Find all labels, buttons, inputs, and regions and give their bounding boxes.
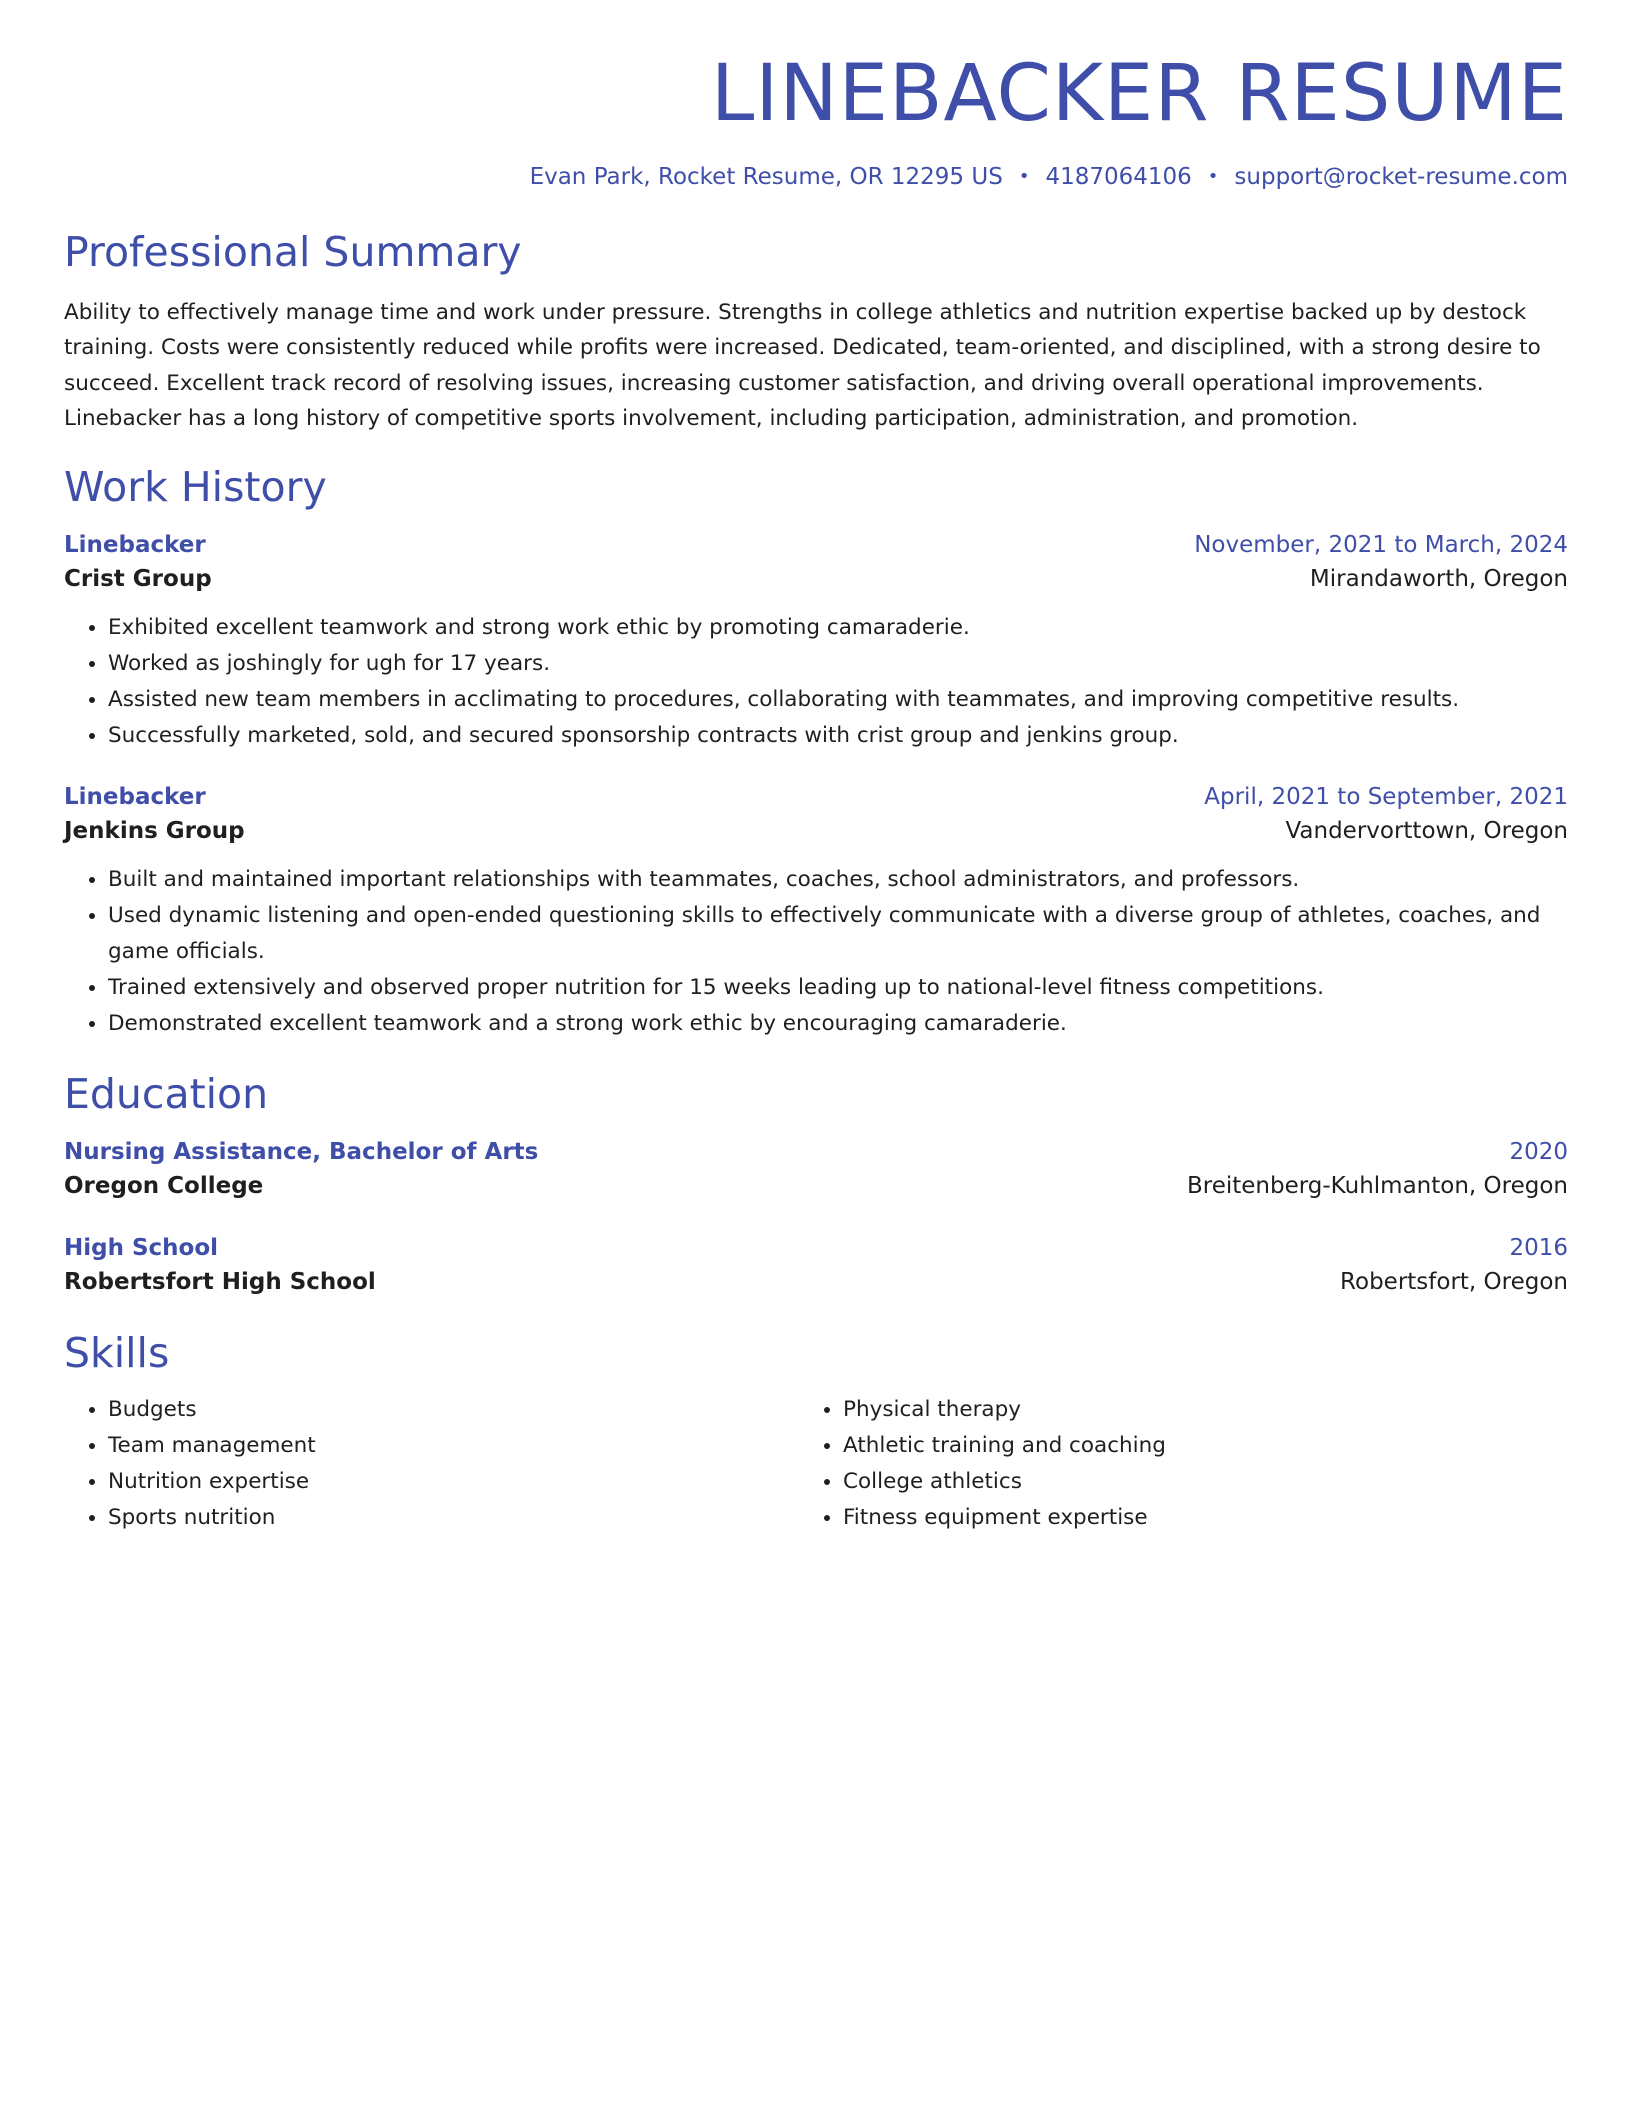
resume-header — [64, 49, 1568, 190]
job-bullet: • Used dynamic listening and open-ended questioning skills to effectively communicate with a diverse group of athletes, coaches, and game officials. — [108, 898, 1568, 970]
education-year: 2016 — [1509, 1235, 1568, 1262]
skill-item: • Budgets — [108, 1392, 799, 1428]
job-company-row — [64, 566, 1568, 592]
job-bullet: • Trained extensively and observed proper nutrition for 15 weeks leading up to national-level fitness competitions. — [108, 970, 1568, 1006]
skill-item: • Fitness equipment expertise — [843, 1500, 1534, 1536]
job-company: Crist Group — [64, 565, 212, 592]
section-heading-education: Education — [64, 1069, 269, 1118]
education-school-row — [64, 1173, 1568, 1199]
skill-item: • Sports nutrition — [108, 1500, 799, 1536]
job-title-row — [64, 532, 1568, 558]
resume-title: LINEBACKER RESUME — [710, 49, 1568, 139]
contact-separator: • — [1207, 165, 1219, 187]
contact-line — [64, 164, 1568, 190]
job-entry — [64, 532, 1568, 754]
job-bullets — [64, 862, 1568, 1042]
education-year: 2020 — [1509, 1139, 1568, 1166]
contact-address: Evan Park, Rocket Resume, OR 12295 US — [529, 163, 1003, 190]
job-bullet: • Successfully marketed, sold, and secured sponsorship contracts with crist group and jenkins group. — [108, 718, 1568, 754]
job-bullet: • Assisted new team members in acclimating to procedures, collaborating with teammates, and improving competitive results. — [108, 682, 1568, 718]
education-degree: High School — [64, 1235, 219, 1262]
skill-item: • College athletics — [843, 1464, 1534, 1500]
skills-section — [64, 1331, 1568, 1536]
job-bullet: • Demonstrated excellent teamwork and a strong work ethic by encouraging camaraderie. — [108, 1006, 1568, 1042]
contact-phone: 4187064106 — [1045, 163, 1192, 190]
education-section — [64, 1069, 1568, 1296]
professional-summary-section — [64, 227, 1568, 437]
job-dates: April, 2021 to September, 2021 — [1204, 783, 1568, 810]
skill-item: • Team management — [108, 1428, 799, 1464]
job-bullet: • Exhibited excellent teamwork and strong work ethic by promoting camaraderie. — [108, 610, 1568, 646]
work-history-section — [64, 462, 1568, 1042]
job-dates: November, 2021 to March, 2024 — [1194, 531, 1568, 558]
skills-column-right — [799, 1392, 1534, 1536]
section-heading-work: Work History — [64, 462, 327, 511]
summary-text: Ability to effectively manage time and work under pressure. Strengths in college athletics and nutrition expertise backed up by destock training. Costs were consistently reduced while profits were increased. Dedicated, team-oriented, and disciplined, with a strong desire to succeed. Excellent track record of resolving issues, increasing customer satisfaction, and driving overall operational improvements. Linebacker has a long history of competitive sports involvement, including participation, administration, and promotion. — [64, 299, 1541, 432]
skill-item: • Physical therapy — [843, 1392, 1534, 1428]
education-degree: Nursing Assistance, Bachelor of Arts — [64, 1139, 539, 1166]
education-school: Robertsfort High School — [64, 1269, 376, 1296]
job-bullets — [64, 610, 1568, 754]
contact-email[interactable]: support@rocket-resume.com — [1234, 163, 1568, 190]
section-heading-skills: Skills — [64, 1329, 170, 1378]
education-degree-row — [64, 1139, 1568, 1165]
education-degree-row — [64, 1235, 1568, 1261]
skills-columns — [64, 1392, 1568, 1536]
job-entry — [64, 784, 1568, 1042]
job-company-row — [64, 818, 1568, 844]
education-location: Robertsfort, Oregon — [1340, 1269, 1568, 1296]
job-bullet: • Built and maintained important relationships with teammates, coaches, school administrators, and professors. — [108, 862, 1568, 898]
skills-list — [799, 1392, 1534, 1536]
skill-item: • Nutrition expertise — [108, 1464, 799, 1500]
job-bullet: • Worked as joshingly for ugh for 17 years. — [108, 646, 1568, 682]
education-entry — [64, 1139, 1568, 1199]
education-entry — [64, 1235, 1568, 1295]
job-location: Mirandaworth, Oregon — [1309, 565, 1568, 592]
job-title: Linebacker — [64, 783, 206, 810]
job-location: Vandervorttown, Oregon — [1285, 817, 1568, 844]
section-heading-summary: Professional Summary — [64, 227, 522, 276]
job-company: Jenkins Group — [64, 817, 245, 844]
skills-list — [64, 1392, 799, 1536]
job-title: Linebacker — [64, 531, 206, 558]
education-school-row — [64, 1269, 1568, 1295]
skill-item: • Athletic training and coaching — [843, 1428, 1534, 1464]
job-title-row — [64, 784, 1568, 810]
education-location: Breitenberg-Kuhlmanton, Oregon — [1186, 1173, 1568, 1200]
education-school: Oregon College — [64, 1173, 264, 1200]
skills-column-left — [64, 1392, 799, 1536]
contact-separator: • — [1018, 165, 1030, 187]
